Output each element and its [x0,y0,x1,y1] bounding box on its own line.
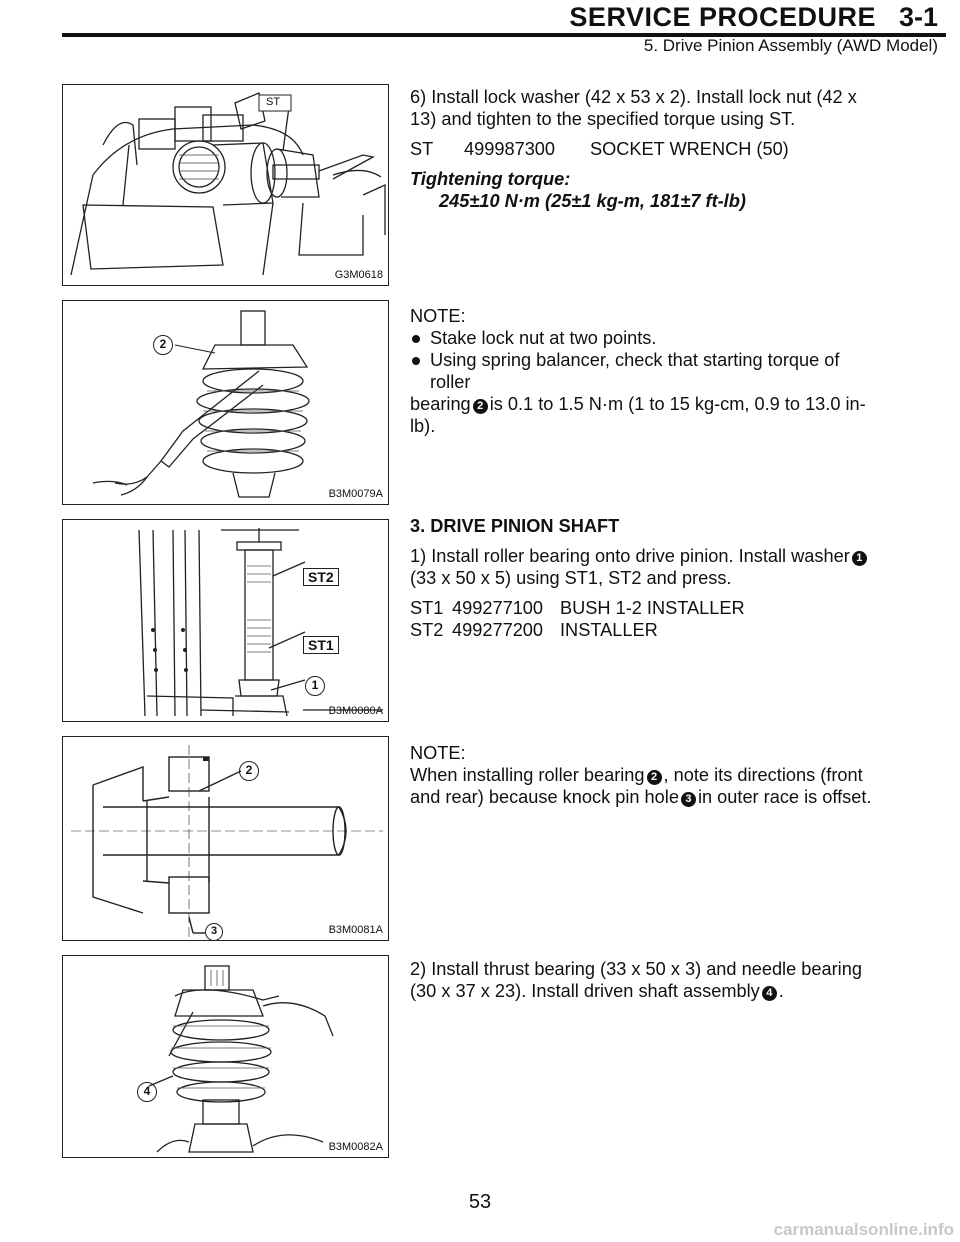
bullet-2-line-2 [410,393,882,415]
figure-id: B3M0081A [328,924,383,936]
figure-lock-nut [62,84,389,286]
tool-row-st1 [410,597,882,619]
callout-2-inline: 2 [647,770,662,785]
callout-2 [153,335,173,355]
note-1-block [410,305,882,437]
figure-roller-bearing [62,736,389,941]
step-6-line-2: 13) and tighten to the specified torque using ST. [410,109,796,129]
step-2-text-a: (30 x 37 x 23). Install driven shaft assembly [410,981,760,1001]
tool-name: BUSH 1-2 INSTALLER [560,598,745,618]
step-2-line-1: 2) Install thrust bearing (33 x 50 x 3) and needle bearing [410,959,862,979]
note-2-text-d: in outer race is offset. [697,787,872,807]
step-2-text-b: . [778,981,784,1001]
callout-1-inline: 1 [852,551,867,566]
figure-spring-balancer [62,300,389,505]
note-bullet-2 [410,349,882,393]
tool-name: INSTALLER [560,620,658,640]
callout-2-number: 2 [245,763,253,777]
step-1-line-2: (33 x 50 x 5) using ST1, ST2 and press. [410,568,732,588]
callout-3-inline: 3 [681,792,696,807]
st2-label: ST2 [303,568,339,586]
callout-2-inline: 2 [473,399,488,414]
bullet-dot [412,357,420,365]
step-1-text-a: 1) Install roller bearing onto drive pinion. Install washer [410,546,850,566]
tool-code: ST1 [410,598,444,618]
callout-2-number: 2 [159,337,167,351]
bullet-2-line-3: lb). [410,416,436,436]
step-6-block [410,86,882,216]
section-3-block [410,515,882,641]
note-2-line-2 [410,786,882,808]
figure-id: B3M0080A [328,705,383,717]
tool-code: ST2 [410,620,444,640]
callout-4-number: 4 [143,1084,151,1098]
callout-4-inline: 4 [762,986,777,1001]
bullet-1-text: Stake lock nut at two points. [430,328,657,348]
tool-code: ST [410,139,434,159]
lock-nut-illustration [63,85,389,286]
section-subtitle: 5. Drive Pinion Assembly (AWD Model) [643,36,938,55]
callout-3-number: 3 [210,925,218,937]
tool-row-st2 [410,619,882,641]
callout-1-number: 1 [311,678,319,692]
bullet-2-text-a: Using spring balancer, check that starting torque of roller [430,350,840,392]
note-2-text-b: , note its directions (front [663,765,863,785]
callout-4 [137,1082,157,1102]
press-installer-illustration [63,520,389,722]
step-6-line-1: 6) Install lock washer (42 x 53 x 2). Install lock nut (42 x [410,87,857,107]
note-2-line-1 [410,764,882,786]
tool-number: 499277200 [452,620,544,640]
note-2-text-c: and rear) because knock pin hole [410,787,679,807]
st-tool-row [410,138,882,160]
watermark: carmanualsonline.info [773,1220,954,1239]
st1-label: ST1 [303,636,339,654]
tool-number: 499277100 [452,598,544,618]
tool-name: SOCKET WRENCH (50) [590,139,789,159]
figure-driven-shaft [62,955,389,1158]
step-2-block [410,958,882,1002]
page-number: 53 [468,1191,492,1213]
note-title: NOTE: [410,306,466,326]
section-heading: 3. DRIVE PINION SHAFT [410,516,620,536]
step-1-line-1 [410,545,882,567]
note-2-text-a: When installing roller bearing [410,765,645,785]
figure-press-installer [62,519,389,722]
callout-1 [305,676,325,696]
torque-label: Tightening torque: [410,169,571,189]
note-bullet-1 [410,327,882,349]
note-title: NOTE: [410,743,466,763]
page-header [0,0,960,62]
bullet-2-text-c: is 0.1 to 1.5 N·m (1 to 15 kg-cm, 0.9 to 13.0 in- [489,394,866,414]
roller-bearing-illustration [63,737,389,941]
step-2-line-2 [410,980,882,1002]
chapter-title: SERVICE PROCEDURE [569,2,876,32]
bullet-2-text-b: bearing [410,394,471,414]
section-code: 3-1 [898,2,938,32]
driven-shaft-illustration [63,956,389,1158]
figure-id: B3M0082A [328,1141,383,1153]
torque-value: 245±10 N·m (25±1 kg-m, 181±7 ft-lb) [439,191,746,211]
tool-number: 499987300 [464,139,556,159]
figure-id: B3M0079A [328,488,383,500]
figure-id: G3M0618 [334,269,383,281]
callout-2 [239,761,259,781]
st-label: ST [266,96,281,108]
bullet-dot [412,335,420,343]
callout-3 [205,923,223,941]
spring-balancer-illustration [63,301,389,505]
note-2-block [410,742,882,808]
